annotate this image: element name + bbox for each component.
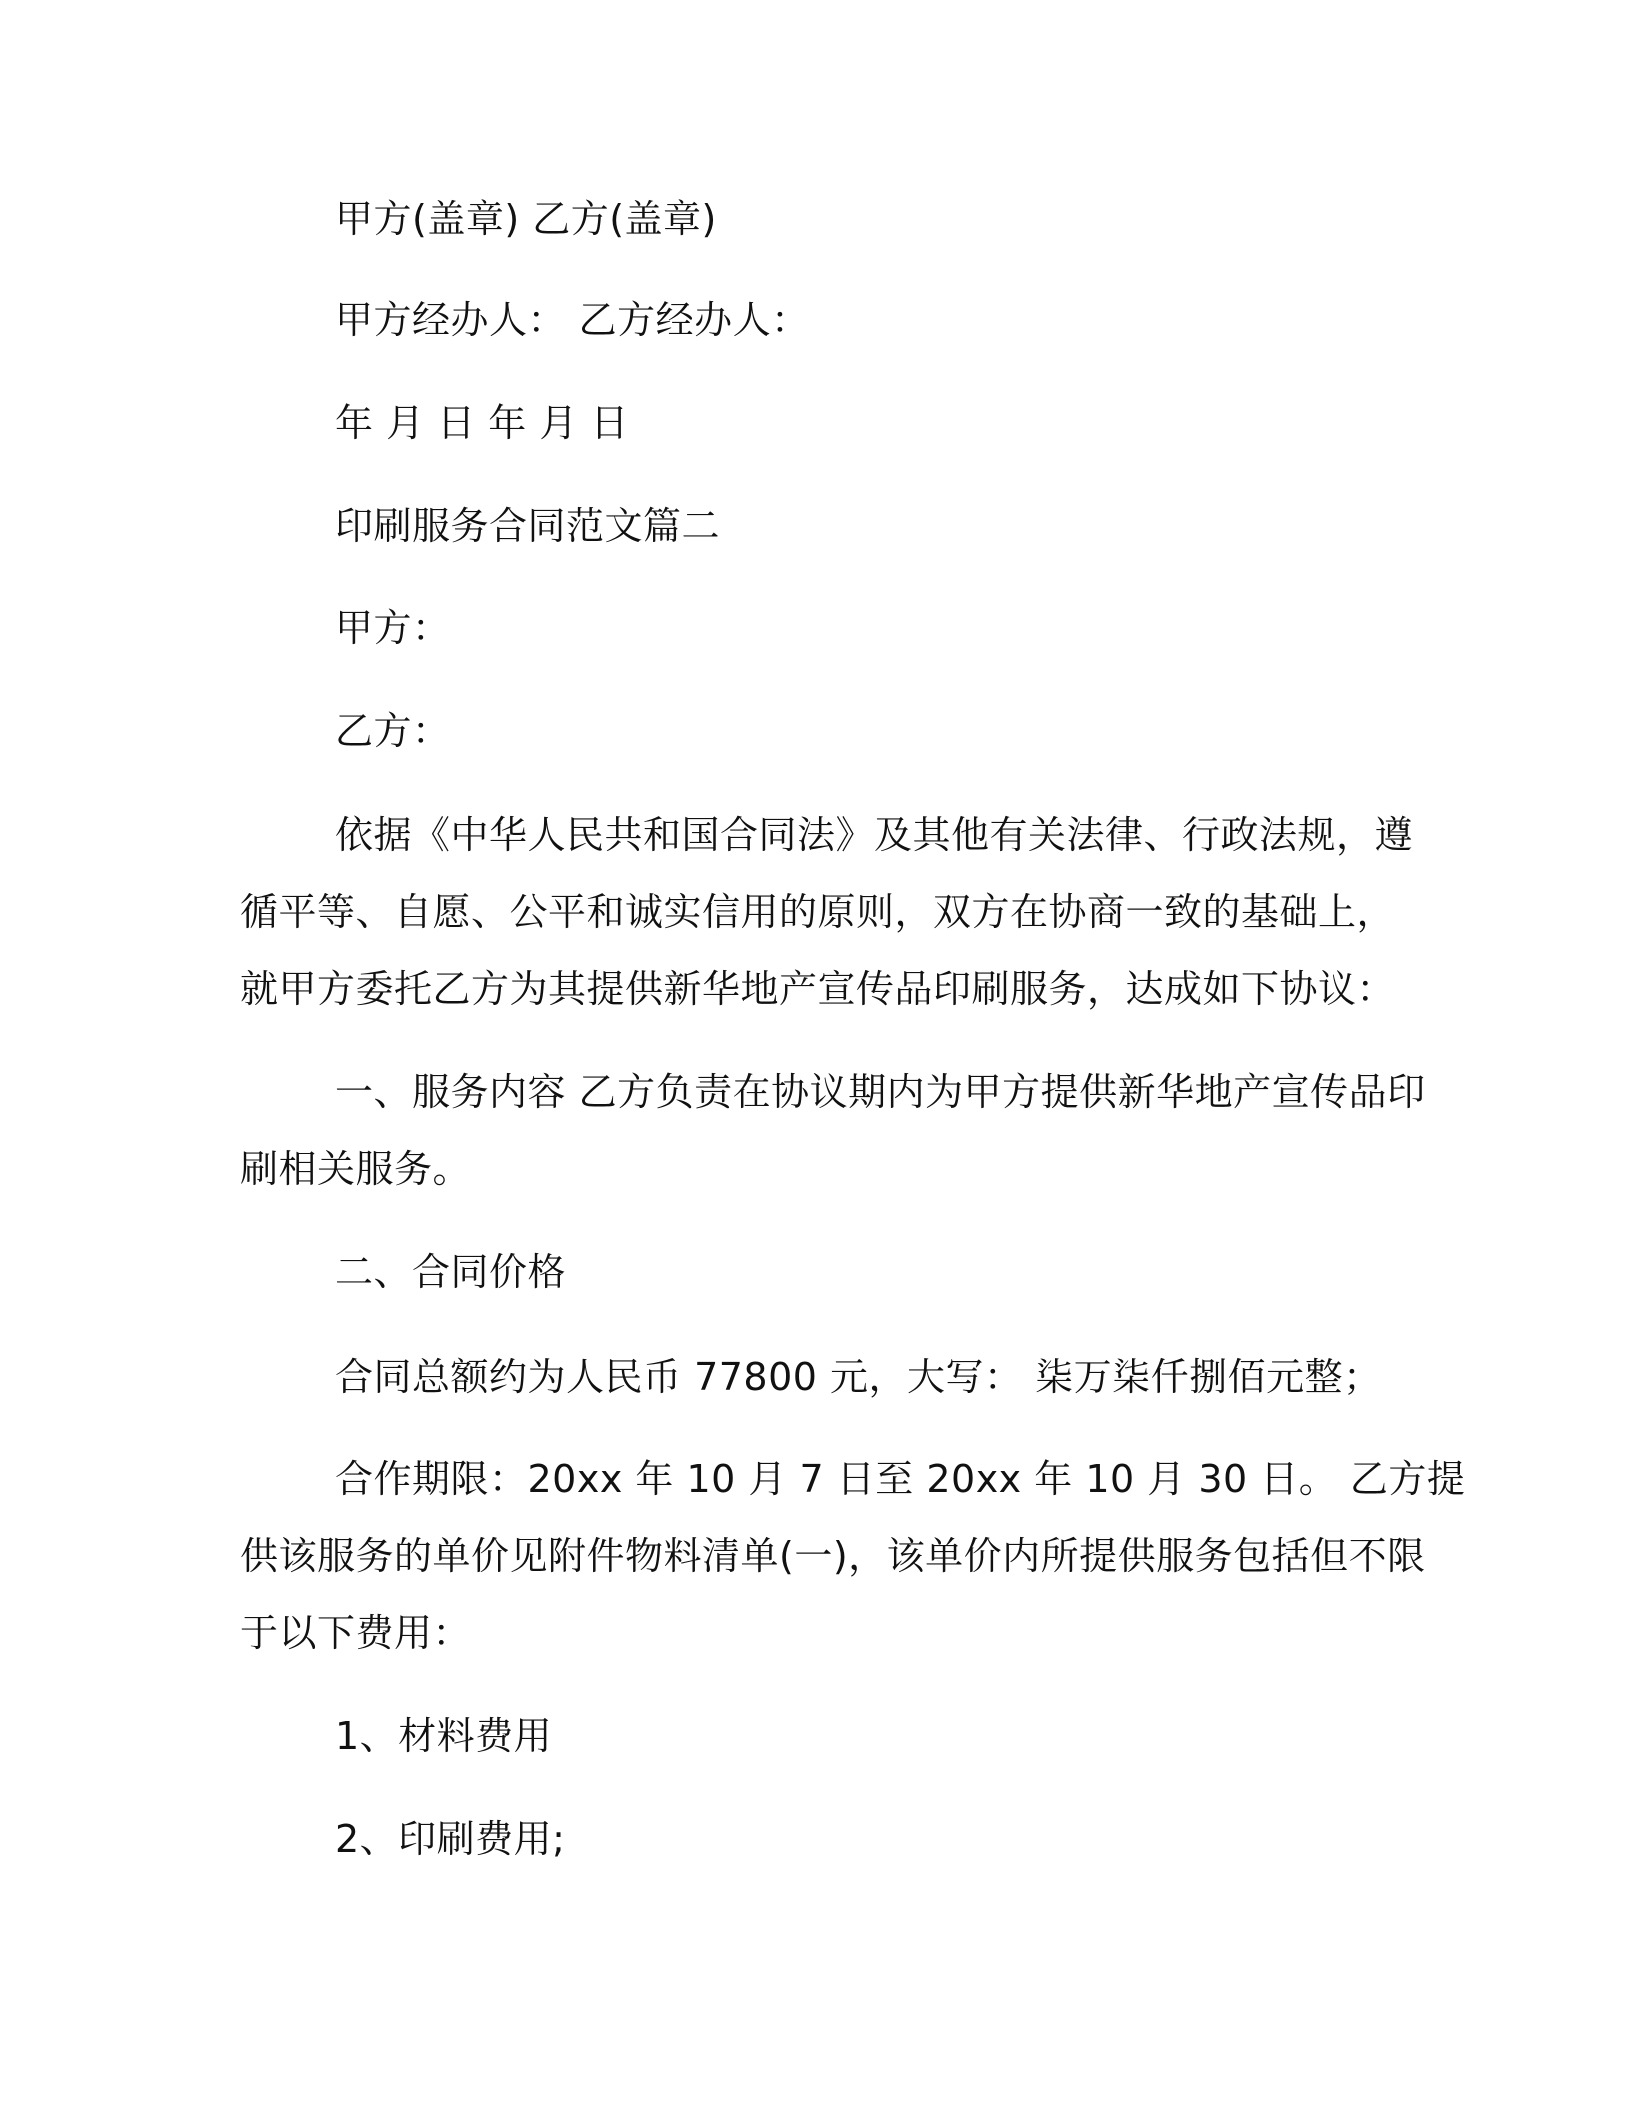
fee-item-2: 2、印刷费用; [335, 1817, 566, 1861]
term-line-1: 合作期限：20xx 年 10 月 7 日至 20xx 年 10 月 30 日。 乙方提 [335, 1457, 1466, 1501]
clause-2-heading: 二、合同价格 [335, 1250, 567, 1294]
signatory-agent-line: 甲方经办人： 乙方经办人： [335, 298, 810, 342]
clause-1-line-1: 一、服务内容 乙方负责在协议期内为甲方提供新华地产宣传品印 [335, 1070, 1426, 1114]
signature-seal-line: 甲方(盖章) 乙方(盖章) [335, 197, 717, 241]
clause-1-line-2: 刷相关服务。 [240, 1147, 472, 1191]
preamble-line-2: 循平等、自愿、公平和诚实信用的原则，双方在协商一致的基础上， [240, 890, 1396, 934]
preamble-line-3: 就甲方委托乙方为其提供新华地产宣传品印刷服务，达成如下协议： [240, 967, 1396, 1011]
signature-date-line: 年 月 日 年 月 日 [335, 401, 629, 445]
contract-amount-line: 合同总额约为人民币 77800 元，大写： 柒万柒仟捌佰元整； [335, 1355, 1382, 1399]
term-line-3: 于以下费用： [240, 1611, 472, 1655]
fee-item-1: 1、材料费用 [335, 1714, 553, 1758]
term-line-2: 供该服务的单价见附件物料清单(一)，该单价内所提供服务包括但不限 [240, 1534, 1426, 1578]
party-a-line: 甲方： [335, 606, 451, 650]
party-b-line: 乙方： [335, 709, 451, 753]
preamble-line-1: 依据《中华人民共和国合同法》及其他有关法律、行政法规，遵 [335, 813, 1414, 857]
section-title: 印刷服务合同范文篇二 [335, 504, 721, 548]
